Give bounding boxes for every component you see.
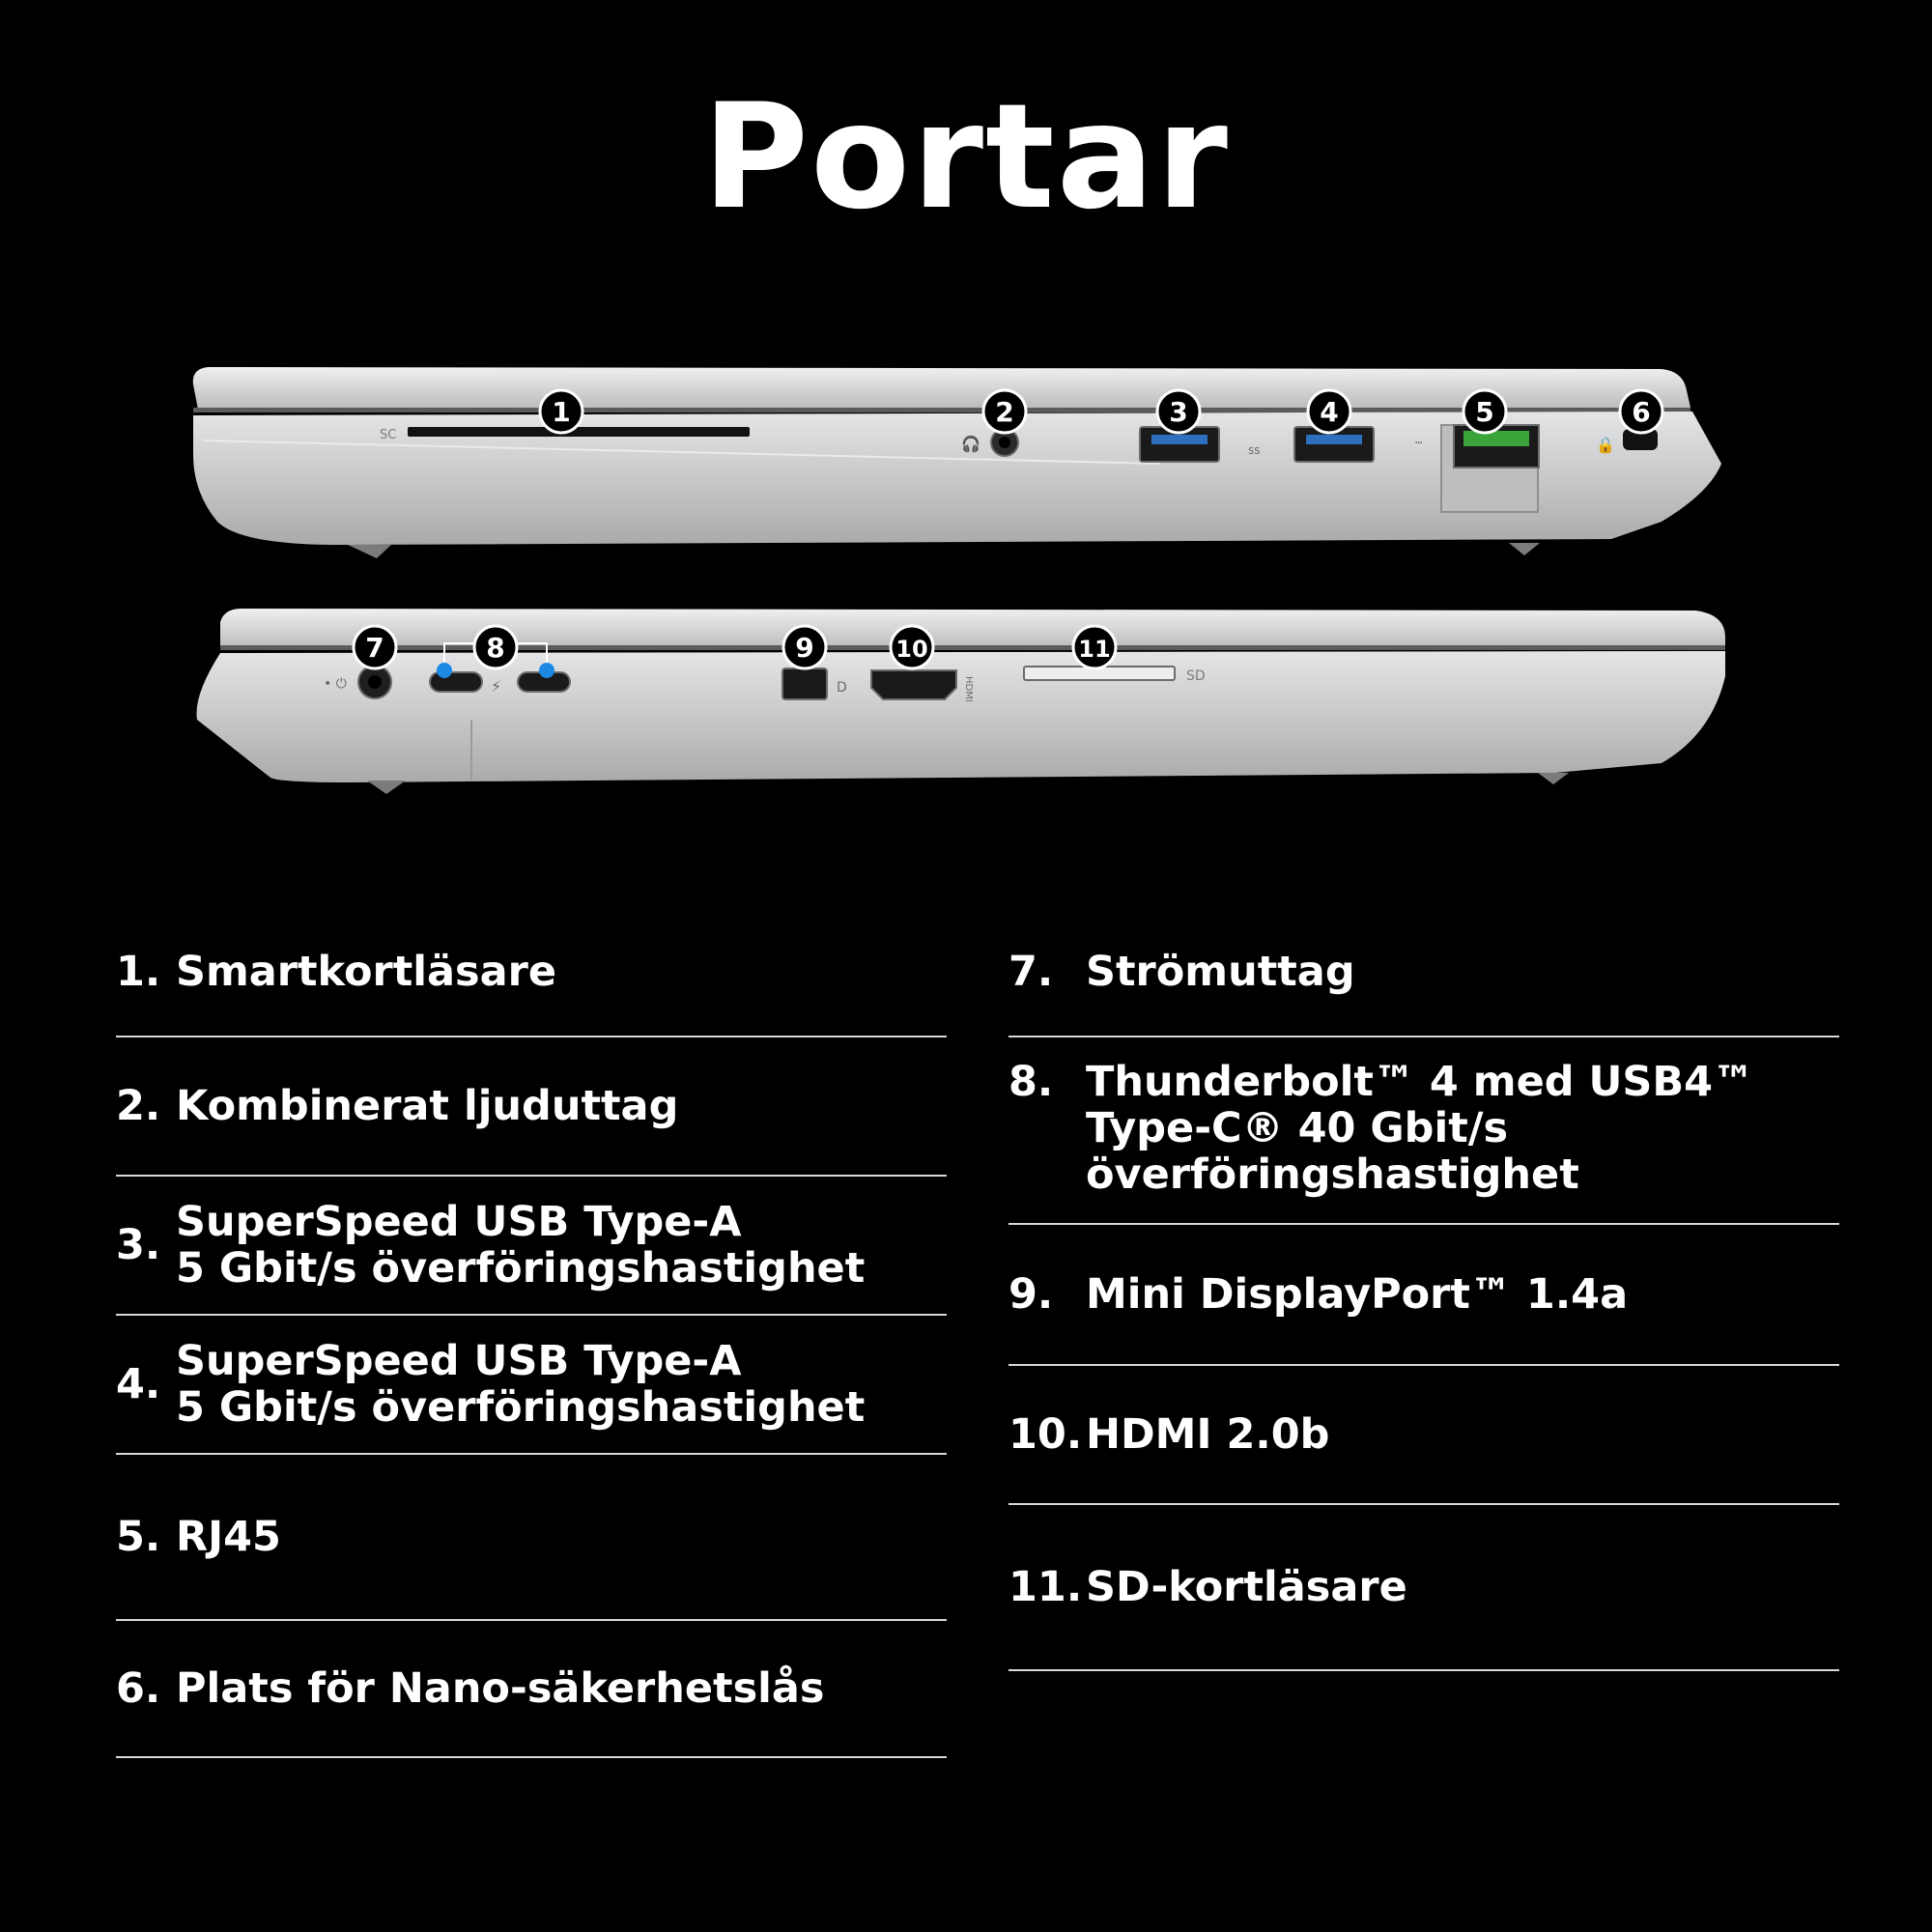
port-number: 1. <box>116 948 161 996</box>
port-label: Strömuttag <box>1086 948 1355 996</box>
port-item <box>1009 1037 1839 1225</box>
port-number: 4. <box>116 1360 161 1408</box>
sc-label: SC <box>380 428 397 442</box>
sd-label: SD <box>1186 668 1206 684</box>
port-label: HDMI 2.0b <box>1086 1410 1330 1459</box>
port-item <box>116 1177 947 1316</box>
port-number: 11. <box>1009 1563 1083 1611</box>
port-label: Mini DisplayPort™ 1.4a <box>1086 1270 1629 1319</box>
port-number: 5. <box>116 1513 161 1561</box>
port-label: RJ45 <box>176 1513 281 1561</box>
power-icon: • ⏻ <box>324 676 347 692</box>
thunderbolt-led-1 <box>437 663 452 678</box>
laptop-left-side <box>197 609 1726 794</box>
port-label: Plats för Nano-säkerhetslås <box>176 1664 825 1713</box>
port-item <box>1009 908 1839 1037</box>
port-number: 7. <box>1009 948 1054 996</box>
smart-card-slot <box>408 427 750 437</box>
port-label: Thunderbolt™ 4 med USB4™ Type-C® 40 Gbit/s överföringshastighet <box>1086 1058 1755 1199</box>
callout-badge-number: 9 <box>795 632 814 664</box>
port-label: SuperSpeed USB Type-A 5 Gbit/s överföringshastighet <box>176 1198 866 1293</box>
port-label: SD-kortläsare <box>1086 1563 1407 1611</box>
port-item <box>116 908 947 1037</box>
thunderbolt-icon: ⚡ <box>491 677 502 696</box>
callout-badge-number: 6 <box>1632 396 1651 428</box>
callout-badge-number: 8 <box>486 632 505 664</box>
port-item <box>116 1037 947 1177</box>
hdmi-port <box>871 670 956 699</box>
callout-badge-number: 7 <box>365 632 384 664</box>
port-label: Kombinerat ljuduttag <box>176 1082 679 1130</box>
port-item <box>1009 1225 1839 1366</box>
callout-badge-number: 5 <box>1475 396 1494 428</box>
port-item <box>116 1621 947 1758</box>
callout-badge-number: 11 <box>1078 636 1111 663</box>
port-number: 6. <box>116 1664 161 1713</box>
port-item <box>116 1316 947 1455</box>
superspeed-icon: ss <box>1248 443 1261 457</box>
port-number: 9. <box>1009 1270 1054 1319</box>
mini-displayport <box>782 668 827 699</box>
displayport-icon: D <box>837 680 847 696</box>
callout-badge-number: 3 <box>1169 396 1188 428</box>
port-number: 10. <box>1009 1410 1083 1459</box>
headphone-icon: 🎧 <box>961 435 980 453</box>
ports-list-right <box>1009 908 1839 1671</box>
ports-list-left <box>116 908 947 1758</box>
callout-badge-number: 1 <box>552 396 571 428</box>
page-title: Portar <box>702 73 1230 242</box>
thunderbolt-led-2 <box>539 663 554 678</box>
callout-badge-number: 2 <box>995 396 1014 428</box>
network-icon: ⋯ <box>1415 436 1423 449</box>
port-number: 2. <box>116 1082 161 1130</box>
port-item <box>116 1455 947 1621</box>
hdmi-label: HDMI <box>963 676 974 702</box>
port-label: Smartkortläsare <box>176 948 557 996</box>
thunderbolt-port-1 <box>430 672 482 692</box>
port-item <box>1009 1505 1839 1671</box>
callout-badge-number: 4 <box>1320 396 1339 428</box>
port-number: 8. <box>1009 1058 1054 1106</box>
port-label: SuperSpeed USB Type-A 5 Gbit/s överföringshastighet <box>176 1337 866 1432</box>
laptop-illustration <box>0 348 1932 831</box>
port-number: 3. <box>116 1221 161 1269</box>
lock-icon: 🔒 <box>1596 436 1615 454</box>
callout-badge-number: 10 <box>895 636 928 663</box>
port-item <box>1009 1366 1839 1505</box>
